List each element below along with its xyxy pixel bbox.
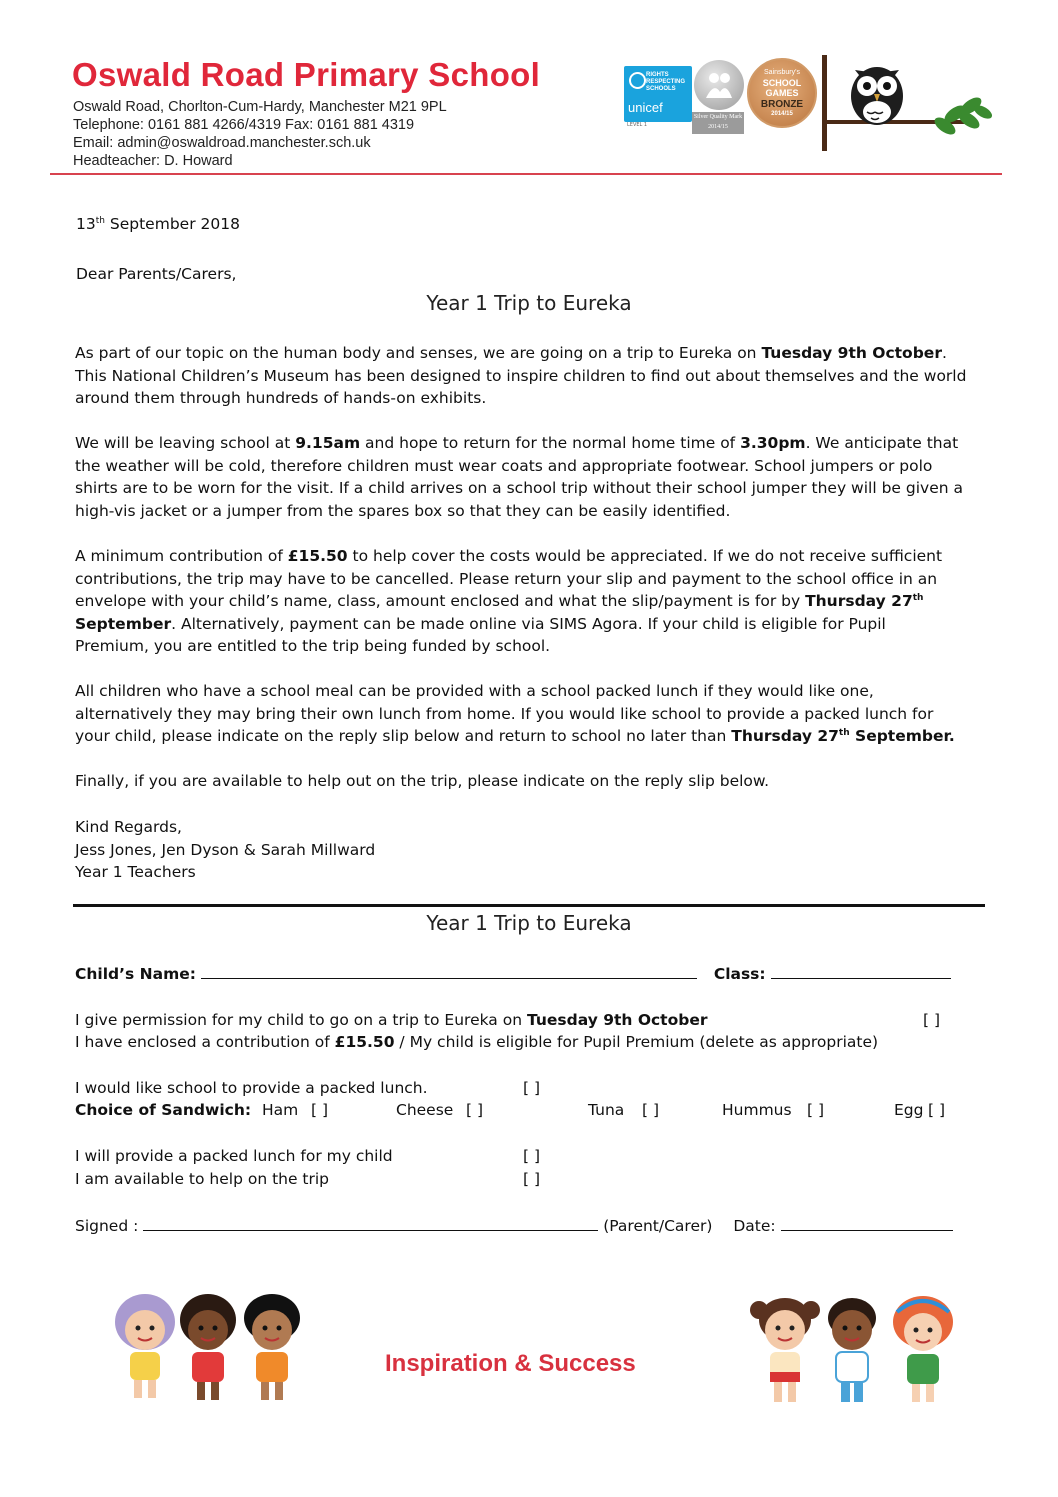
people-icon	[694, 60, 744, 110]
child-curly-hair-icon	[244, 1294, 300, 1400]
sandwich-option-tuna: Tuna	[588, 1101, 625, 1119]
letter-title: Year 1 Trip to Eureka	[426, 291, 632, 315]
school-games-bronze-logo	[747, 58, 817, 128]
letter-signoff	[75, 816, 375, 884]
child-name-field[interactable]	[201, 964, 697, 979]
unicef-brand: unicef	[628, 100, 663, 115]
help-trip-checkbox[interactable]: [ ]	[523, 1170, 541, 1188]
sandwich-option-ham: Ham	[262, 1101, 299, 1119]
games-level: BRONZE	[760, 99, 804, 110]
school-name: Oswald Road Primary School	[72, 56, 541, 93]
salutation: Dear Parents/Carers,	[76, 265, 237, 283]
owl-icon	[845, 58, 995, 140]
class-label: Class:	[713, 965, 766, 983]
packed-lunch-line: I would like school to provide a packed lunch.	[75, 1079, 428, 1097]
letter-date: 13th September 2018	[76, 215, 240, 233]
child-name-row	[75, 964, 951, 983]
school-email: Email: admin@oswaldroad.manchester.sch.uk	[73, 135, 371, 151]
help-trip-line: I am available to help on the trip	[75, 1170, 330, 1188]
signatories: Jess Jones, Jen Dyson & Sarah Millward	[75, 840, 376, 859]
sandwich-option-hummus: Hummus	[722, 1101, 792, 1119]
child-name-label: Child’s Name:	[75, 965, 196, 983]
provide-lunch-line: I will provide a packed lunch for my child	[75, 1147, 393, 1165]
parent-carer-label: (Parent/Carer)	[603, 1217, 713, 1235]
paragraph-lunch: All children who have a school meal can be provided with a school packed lunch if they would like one, alternatively they may bring their own lunch from home. If you would like school to provide a packed lunch for your child, please indicate on the reply slip below and return to school no later than Thursday 27th September.	[75, 682, 955, 745]
permission-line: I give permission for my child to go on a trip to Eureka on Tuesday 9th October	[75, 1011, 708, 1029]
date-label: Date:	[733, 1217, 776, 1235]
contribution-line: I have enclosed a contribution of £15.50 / My child is eligible for Pupil Premium (delete as appropriate)	[75, 1033, 879, 1051]
owl-post	[822, 55, 827, 151]
slip-title: Year 1 Trip to Eureka	[426, 911, 632, 935]
signatory-role: Year 1 Teachers	[75, 863, 196, 881]
games-title: SCHOOL GAMES	[762, 78, 802, 98]
school-address: Oswald Road, Chorlton-Cum-Hardy, Manchester M21 9PL	[73, 99, 447, 115]
sandwich-option-egg: Egg	[894, 1101, 924, 1119]
child-pigtails-icon	[750, 1298, 820, 1402]
reply-slip-divider	[73, 904, 985, 907]
quality-mark-logo	[694, 60, 744, 110]
child-red-hair-icon	[893, 1296, 953, 1402]
sandwich-option-cheese: Cheese	[396, 1101, 454, 1119]
leaf-icon	[932, 94, 994, 138]
header-divider	[50, 173, 1002, 175]
children-illustration-right	[745, 1290, 960, 1415]
hummus-checkbox[interactable]: [ ]	[807, 1101, 825, 1119]
quality-mark-text: Silver Quality Mark 2014/15	[692, 112, 744, 134]
ham-checkbox[interactable]: [ ]	[311, 1101, 329, 1119]
tuna-checkbox[interactable]: [ ]	[642, 1101, 660, 1119]
unicef-level: LEVEL 1	[627, 122, 648, 128]
games-sponsor: Sainsbury's	[764, 69, 800, 76]
unicef-logo-text: RIGHTS RESPECTING SCHOOLS	[646, 72, 686, 92]
child-dark-hair-icon	[180, 1294, 236, 1400]
signature-row	[75, 1216, 953, 1235]
globe-icon	[629, 72, 646, 89]
paragraph-helpers: Finally, if you are available to help out on the trip, please indicate on the reply slip below.	[75, 772, 770, 790]
paragraph-intro: As part of our topic on the human body and senses, we are going on a trip to Eureka on Tuesday 9th October. This National Children’s Museum has been designed to inspire children to find out about themselves and the world around them through hundreds of hands-on exhibits.	[75, 344, 967, 407]
school-telephone: Telephone: 0161 881 4266/4319 Fax: 0161 881 4319	[73, 117, 415, 133]
paragraph-timings: We will be leaving school at 9.15am and hope to return for the normal home time of 3.30pm. We anticipate that the weather will be cold, therefore children must wear coats and appropriate footwear. School jumpers or polo shirts are to be worn for the visit. If a child arrives on a school trip without their school jumper they will be given a high-vis jacket or a jumper from the spares box so that they can be easily identified.	[75, 434, 963, 520]
signed-label: Signed :	[75, 1217, 139, 1235]
closing: Kind Regards,	[75, 818, 182, 836]
headteacher: Headteacher: D. Howard	[73, 153, 233, 169]
cheese-checkbox[interactable]: [ ]	[466, 1101, 484, 1119]
child-boy-icon	[828, 1298, 876, 1402]
signature-field[interactable]	[143, 1216, 598, 1231]
egg-checkbox[interactable]: [ ]	[928, 1101, 946, 1119]
child-purple-hair-icon	[115, 1294, 175, 1398]
sandwich-choice-label: Choice of Sandwich:	[75, 1101, 252, 1119]
paragraph-contribution: A minimum contribution of £15.50 to help cover the costs would be appreciated. If we do not receive sufficient contributions, the trip may have to be cancelled. Please return your slip and payment to the school office in an envelope with your child’s name, class, amount enclosed and what the slip/payment is for by Thursday 27th September. Alternatively, payment can be made online via SIMS Agora. If your child is eligible for Pupil Premium, you are entitled to the trip being funded by school.	[75, 547, 943, 655]
permission-checkbox[interactable]: [ ]	[923, 1011, 941, 1029]
games-year: 2014/15	[771, 111, 793, 117]
class-field[interactable]	[771, 964, 951, 979]
date-field[interactable]	[781, 1216, 953, 1231]
school-motto: Inspiration & Success	[385, 1350, 636, 1377]
packed-lunch-checkbox[interactable]: [ ]	[523, 1079, 541, 1097]
unicef-rights-respecting-logo	[624, 66, 692, 122]
children-illustration-left	[100, 1290, 310, 1410]
provide-lunch-checkbox[interactable]: [ ]	[523, 1147, 541, 1165]
